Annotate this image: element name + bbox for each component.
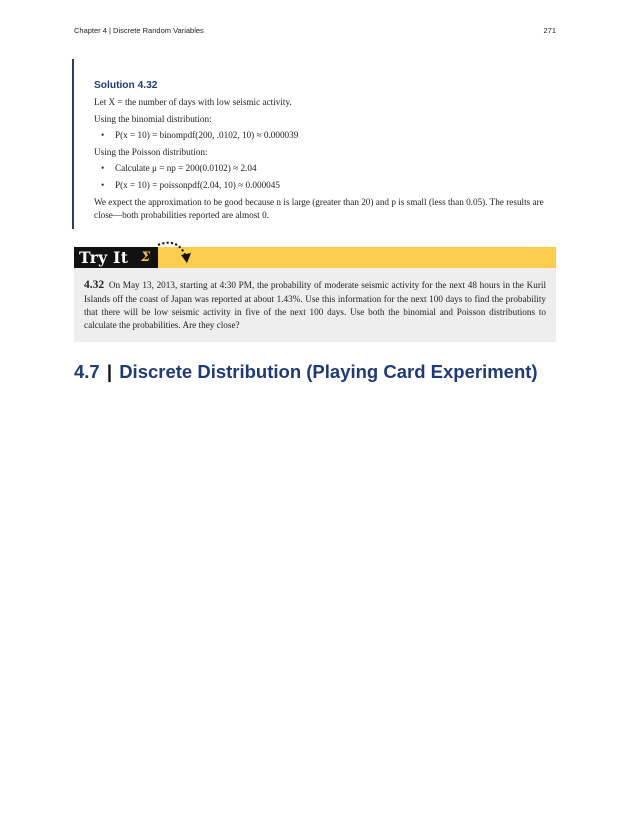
solution-conclusion: We expect the approximation to be good because n is large (greater than 20) and p is small (less than 0.05). The results are close—both probabilities reported are almost 0.: [94, 196, 544, 220]
try-it-exercise: [74, 268, 556, 342]
try-it-banner: [74, 247, 556, 268]
running-header: [74, 26, 556, 35]
page-number: 271: [543, 26, 556, 35]
list-item: • Calculate μ = np = 200(0.0102) ≈ 2.04: [94, 162, 556, 175]
exercise-number: 4.32: [84, 279, 105, 291]
section-separator: |: [106, 361, 113, 382]
chapter-title: Chapter 4 | Discrete Random Variables: [74, 26, 204, 35]
binomial-intro: Using the binomial distribution:: [94, 113, 212, 124]
solution-title: Solution 4.32: [94, 80, 158, 91]
poisson-list: [94, 162, 556, 192]
list-item: • P(x = 10) = poissonpdf(2.04, 10) ≈ 0.000045: [94, 179, 556, 192]
try-it-label: Try It: [74, 247, 158, 268]
section-number: 4.7: [74, 361, 100, 382]
sigma-icon: Σ: [141, 250, 151, 265]
section-title: Discrete Distribution (Playing Card Experiment): [119, 361, 538, 382]
solution-definition: Let X = the number of days with low seismic activity.: [94, 97, 292, 108]
poisson-intro: Using the Poisson distribution:: [94, 146, 208, 157]
exercise-text: On May 13, 2013, starting at 4:30 PM, the probability of moderate seismic activity for the next 48 hours in the Kuril Islands off the coast of Japan was reported at about 1.43%. Use this information for the next 100 days to find the probability that there will be low seismic activity in five of the next 100 days. Use both the binomial and Poisson distributions to calculate the probabilities. Are they close?: [84, 280, 547, 331]
list-item: • P(x = 10) = binompdf(200, .0102, 10) ≈ 0.000039: [94, 129, 556, 142]
section-heading: [74, 361, 538, 383]
curved-arrow-icon: [154, 239, 194, 267]
binomial-list: [94, 129, 556, 142]
solution-block: [72, 59, 556, 229]
